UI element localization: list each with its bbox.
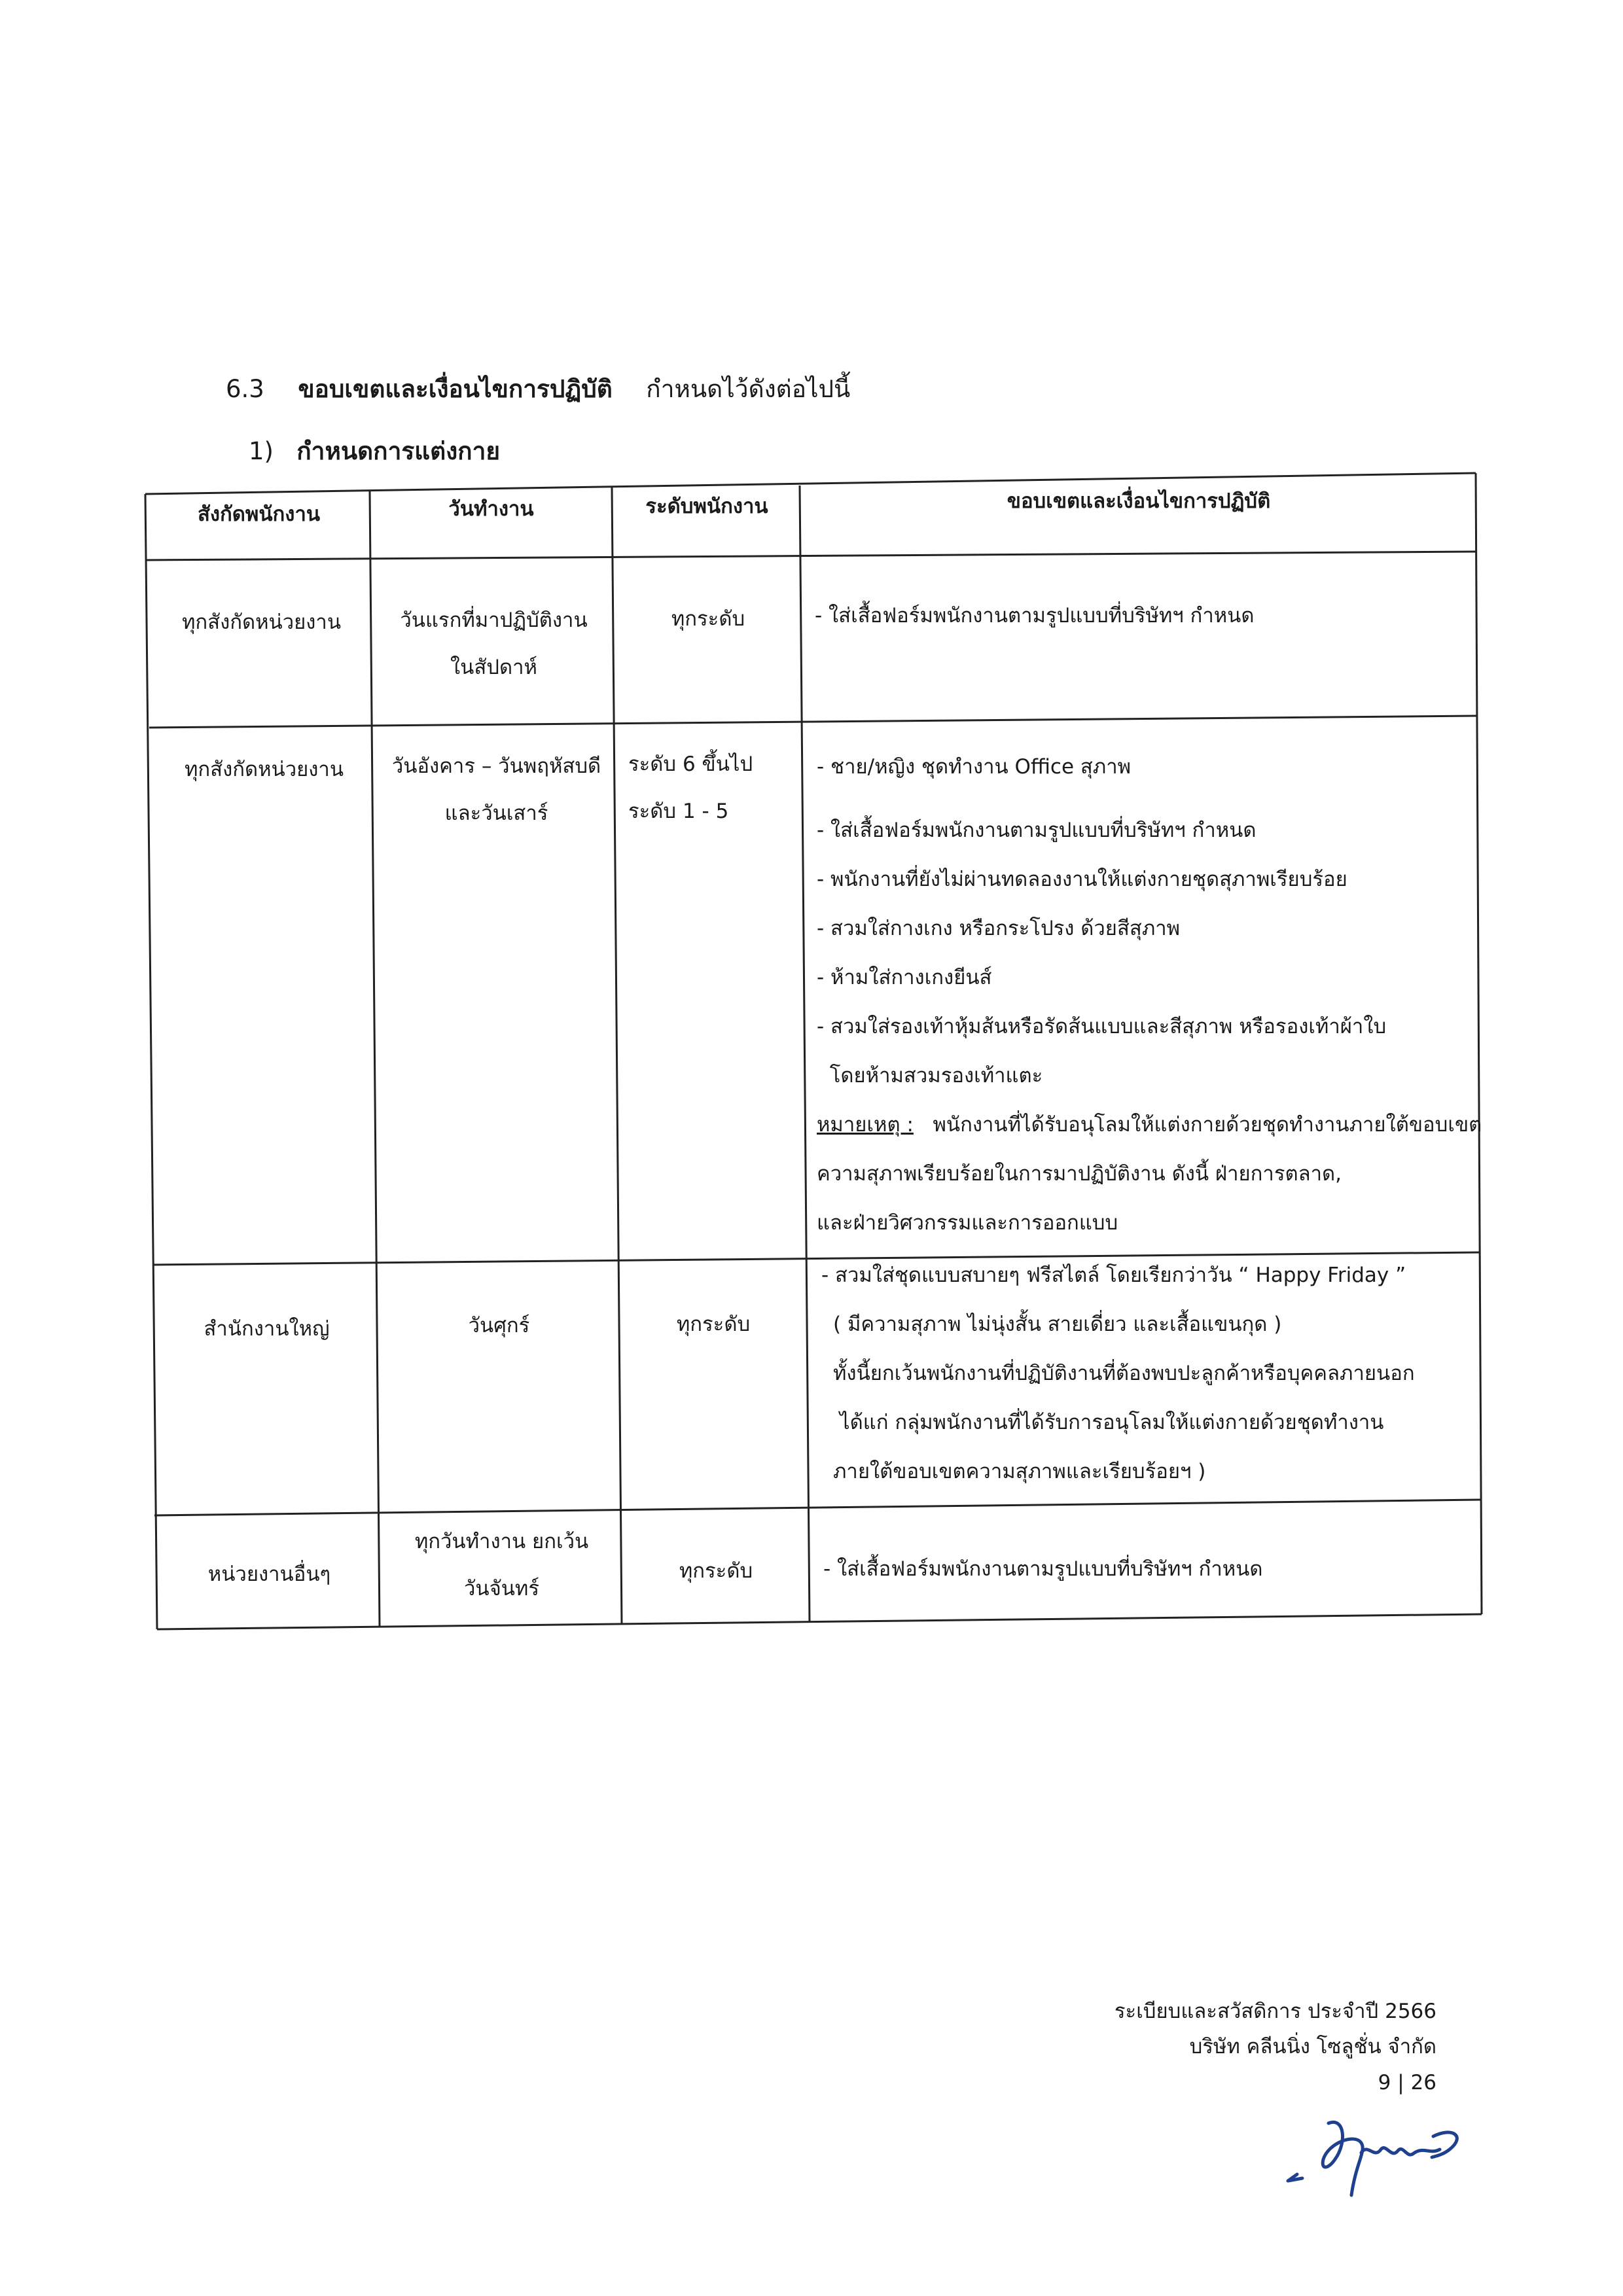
table-row-4-days-line-1: ทุกวันทำงาน ยกเว้น [414, 1530, 589, 1553]
table-row-3-condition-4: ได้แก่ กลุ่มพนักงานที่ได้รับการอนุโลมให้แต่งกายด้วยชุดทำงาน [840, 1411, 1384, 1434]
table-header-days: วันทำงาน [448, 497, 534, 521]
table-row-1-days-line-1: วันแรกที่มาปฏิบัติงาน [400, 609, 588, 632]
table-row-2-condition-4: - สวมใส่กางเกง หรือกระโปรง ด้วยสีสุภาพ [817, 917, 1181, 940]
table-row-3-condition-3: ทั้งนี้ยกเว้นพนักงานที่ปฏิบัติงานที่ต้องพบปะลูกค้าหรือบุคคลภายนอก [833, 1362, 1415, 1385]
table-row-2-condition-6: - สวมใส่รองเท้าหุ้มส้นหรือรัดส้นแบบและสีสุภาพ หรือรองเท้าผ้าใบ [817, 1015, 1387, 1038]
table-row-3-unit: สำนักงานใหญ่ [204, 1317, 330, 1341]
subsection-heading [249, 432, 500, 470]
section-number: 6.3 [226, 375, 264, 403]
table-row-3-condition-5: ภายใต้ขอบเขตความสุภาพและเรียบร้อยฯ ) [833, 1460, 1206, 1483]
table-row-2-days [377, 743, 616, 837]
table-row-2-level [628, 741, 753, 835]
table-row-2-unit: ทุกสังกัดหน่วยงาน [184, 758, 344, 781]
table-row-2-condition-2: - ใส่เสื้อฟอร์มพนักงานตามรูปแบบที่บริษัทฯ กำหนด [817, 819, 1257, 842]
subsection-number: 1) [249, 437, 274, 465]
table-row-2-condition-3: - พนักงานที่ยังไม่ผ่านทดลองงานให้แต่งกายชุดสุภาพเรียบร้อย [817, 868, 1347, 891]
footer-regulation-title: ระเบียบและสวัสดิการ ประจำปี 2566 [1114, 2000, 1436, 2023]
table-row-1-condition: - ใส่เสื้อฟอร์มพนักงานตามรูปแบบที่บริษัทฯ กำหนด [815, 604, 1255, 627]
table-row-2-condition-5: - ห้ามใส่กางเกงยีนส์ [817, 966, 992, 989]
table-row-2-condition-1: - ชาย/หญิง ชุดทำงาน Office สุภาพ [817, 755, 1132, 779]
table-row-2-level-line-1: ระดับ 6 ขึ้นไป [628, 752, 753, 776]
note-line-3: และฝ่ายวิศวกรรมและการออกแบบ [817, 1211, 1118, 1235]
table-row-4-condition: - ใส่เสื้อฟอร์มพนักงานตามรูปแบบที่บริษัทฯ กำหนด [823, 1557, 1263, 1581]
signature-icon [1283, 2097, 1479, 2208]
section-heading [226, 370, 850, 408]
table-row-4-days [382, 1518, 621, 1612]
table-row-2-conditions [817, 743, 1482, 1248]
table-row-3-days: วันศุกร์ [468, 1314, 530, 1337]
table-row-4-days-line-2: วันจันทร์ [463, 1577, 540, 1600]
table-header-conditions: ขอบเขตและเงื่อนไขการปฏิบัติ [1007, 489, 1271, 513]
table-header-level: ระดับพนักงาน [645, 495, 768, 518]
table-row-2-note [817, 1101, 1482, 1150]
table-row-1-days [374, 597, 613, 691]
table-row-1-unit: ทุกสังกัดหน่วยงาน [181, 610, 342, 634]
subsection-title: กำหนดการแต่งกาย [296, 437, 501, 465]
table-row-2-condition-7: โดยห้ามสวมรองเท้าแตะ [817, 1064, 1043, 1087]
note-label: หมายเหตุ : [817, 1113, 914, 1137]
table-row-3-condition-2: ( มีความสุภาพ ไม่นุ่งสั้น สายเดี่ยว และเสื้อแขนกุด ) [833, 1313, 1282, 1336]
table-row-4-level: ทุกระดับ [679, 1559, 753, 1583]
footer-page-number: 9 | 26 [1378, 2071, 1436, 2094]
section-subtitle: กำหนดไว้ดังต่อไปนี้ [646, 375, 851, 403]
table-row-2-days-line-1: วันอังคาร – วันพฤหัสบดี [391, 754, 601, 778]
table-row-3-level: ทุกระดับ [676, 1313, 751, 1336]
table-row-1-level: ทุกระดับ [671, 607, 745, 631]
note-line-2: ความสุภาพเรียบร้อยในการมาปฏิบัติงาน ดังนี้ ฝ่ายการตลาด, [817, 1162, 1342, 1186]
table-row-3-conditions [821, 1251, 1415, 1496]
table-row-2-days-line-2: และวันเสาร์ [444, 802, 548, 825]
section-title: ขอบเขตและเงื่อนไขการปฏิบัติ [298, 375, 613, 403]
footer-company-name: บริษัท คลีนนิ่ง โซลูชั่น จำกัด [1189, 2035, 1436, 2058]
table-row-1-days-line-2: ในสัปดาห์ [450, 656, 537, 679]
table-header-unit: สังกัดพนักงาน [197, 503, 321, 526]
table-row-4-unit: หน่วยงานอื่นๆ [207, 1563, 331, 1586]
table-row-2-level-line-2: ระดับ 1 - 5 [628, 800, 729, 823]
table-row-3-condition-1: - สวมใส่ชุดแบบสบายๆ ฟรีสไตล์ โดยเรียกว่าวัน “ Happy Friday ” [821, 1263, 1406, 1287]
note-line-1: พนักงานที่ได้รับอนุโลมให้แต่งกายด้วยชุดทำงานภายใต้ขอบเขต [933, 1113, 1482, 1137]
